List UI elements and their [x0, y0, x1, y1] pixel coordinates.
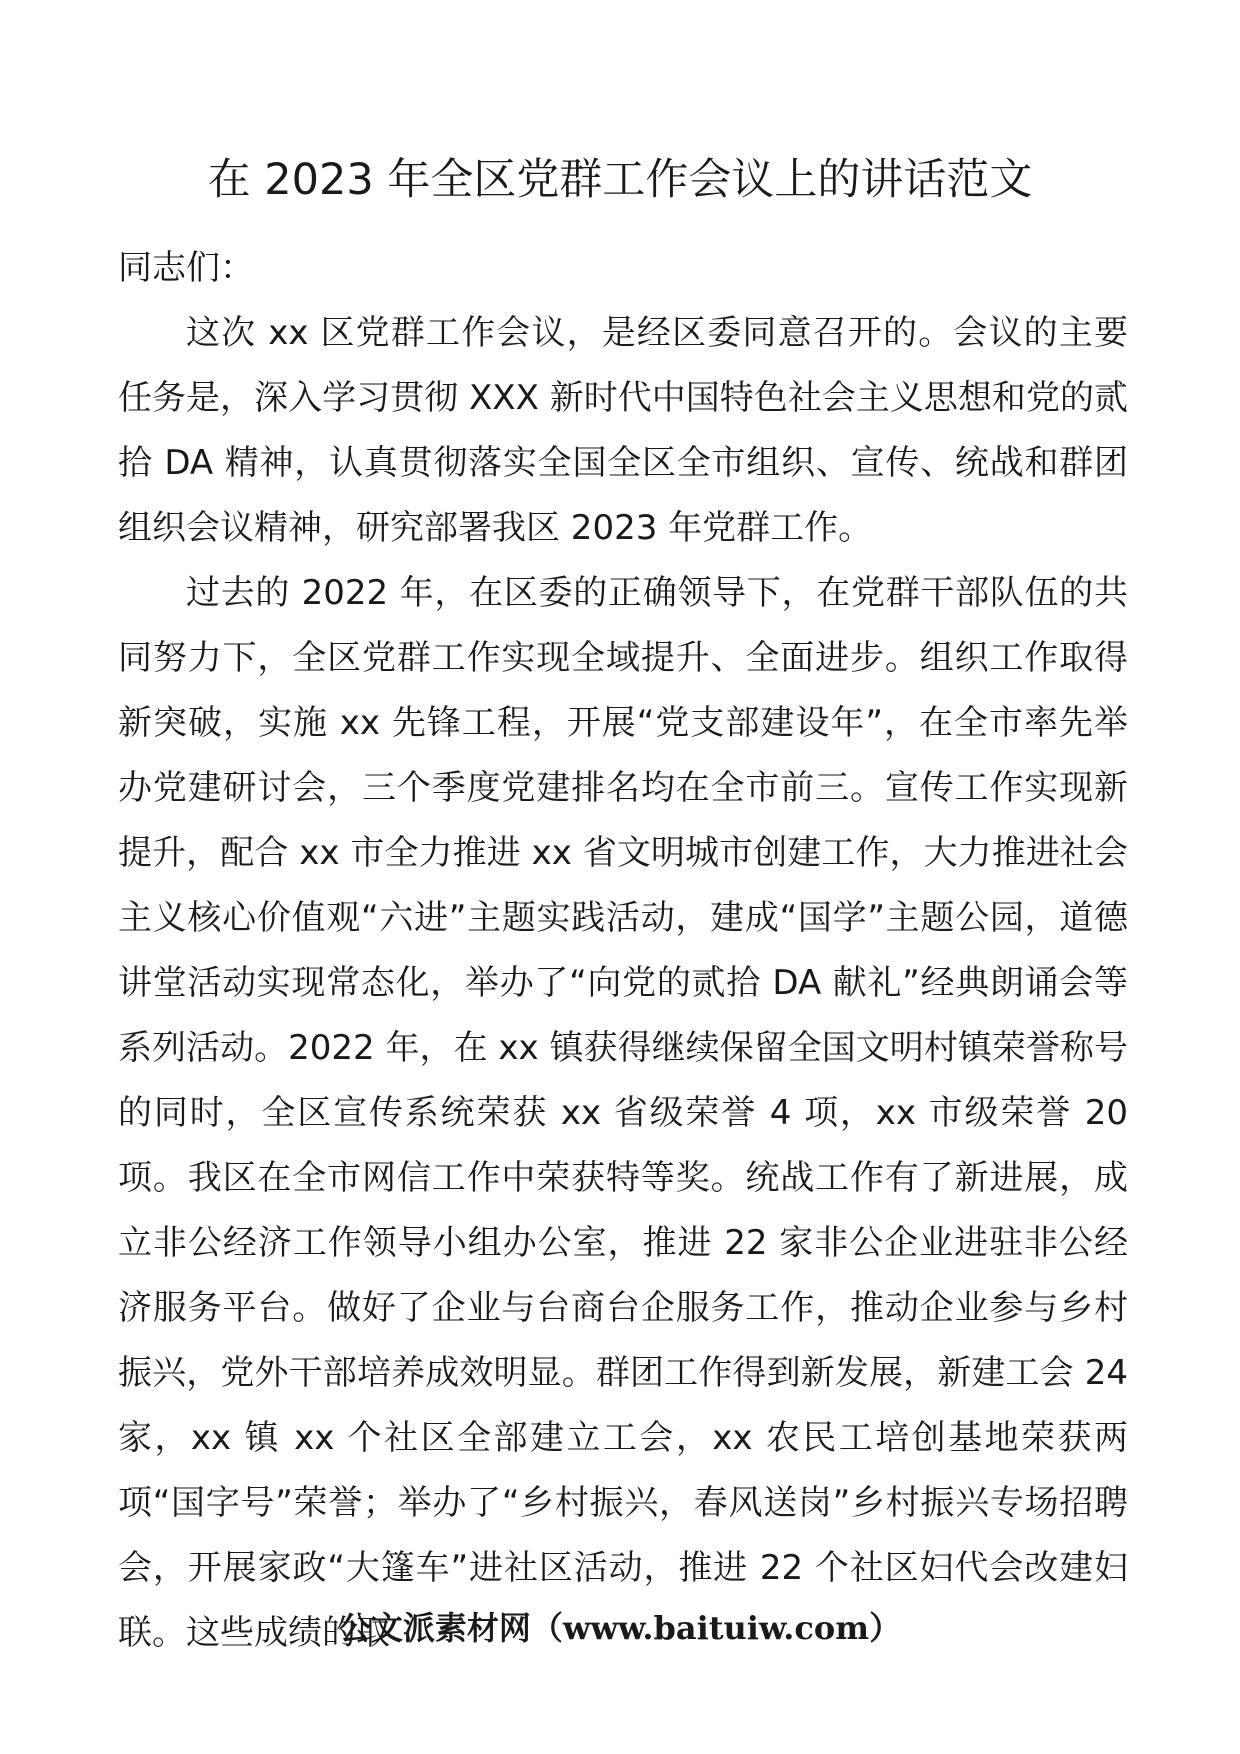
source-footer: 公文派素材网（www.baituiw.com） — [338, 1609, 902, 1647]
paragraph-2: 过去的 2022 年，在区委的正确领导下，在党群干部队伍的共同努力下，全区党群工作实现全域提升、全面进步。组织工作取得新突破，实施 xx 先锋工程，开展“党支部建设年”，在全市率先举办党建研讨会，三个季度党建排名均在全市前三。宣传工作实现新提升，配合 xx 市全力推进 xx 省文明城市创建工作，大力推进社会主义核心价值观“六进”主题实践活动，建成“国学”主题公园，道德讲堂活动实现常态化，举办了“向党的贰拾 DA 献礼”经典朗诵会等系列活动。2022 年，在 xx 镇获得继续保留全国文明村镇荣誉称号的同时，全区宣传系统荣获 xx 省级荣誉 4 项，xx 市级荣誉 20 项。我区在全市网信工作中荣获特等奖。统战工作有了新进展，成立非公经济工作领导小组办公室，推进 22 家非公企业进驻非公经济服务平台。做好了企业与台商台企服务工作，推动企业参与乡村振兴，党外干部培养成效明显。群团工作得到新发展，新建工会 24 家，xx 镇 xx 个社区全部建立工会，xx 农民工培创基地荣获两项“国字号”荣誉；举办了“乡村振兴，春风送岗”乡村振兴专场招聘会，开展家政“大篷车”进社区活动，推进 22 个社区妇代会改建妇联。这些成绩的取 — [118, 573, 1128, 1653]
document-title: 在 2023 年全区党群工作会议上的讲话范文 — [207, 155, 1033, 205]
salutation: 同志们： — [118, 248, 254, 288]
document-body — [118, 236, 1128, 1666]
paragraph-1: 这次 xx 区党群工作会议，是经区委同意召开的。会议的主要任务是，深入学习贯彻 XXX 新时代中国特色社会主义思想和党的贰拾 DA 精神，认真贯彻落实全国全区全市组织、宣传、统战和群团组织会议精神，研究部署我区 2023 年党群工作。 — [118, 313, 1128, 548]
